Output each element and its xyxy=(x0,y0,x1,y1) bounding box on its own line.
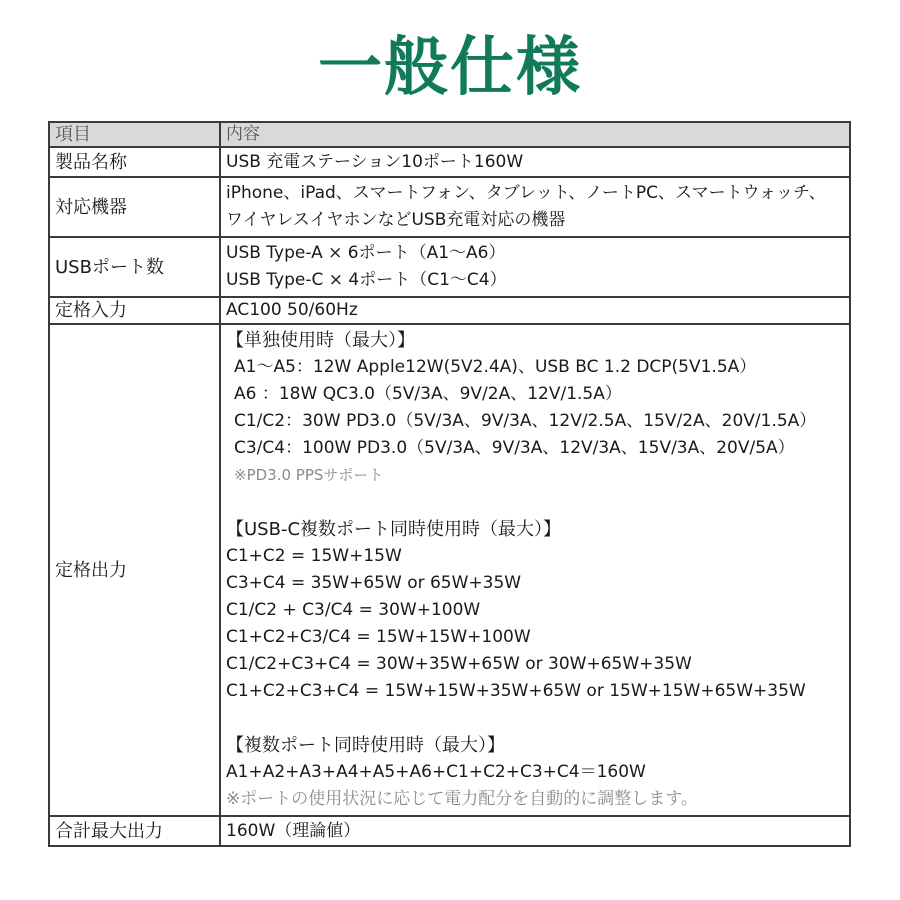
content-line: C1/C2+C3+C4 = 30W+35W+65W or 30W+65W+35W xyxy=(226,654,692,674)
content-line: C3/C4：100W PD3.0（5V/3A、9V/3A、12V/3A、15V/3A、20V/5A） xyxy=(234,438,795,458)
content-line: ワイヤレスイヤホンなどUSB充電対応の機器 xyxy=(226,210,566,230)
header-item: 項目 xyxy=(49,122,220,147)
row-label: 定格入力 xyxy=(49,297,220,324)
section-heading: 【USB-C複数ポート同時使用時（最大）】 xyxy=(226,519,562,540)
content-line: A6 ：18W QC3.0（5V/3A、9V/2A、12V/1.5A） xyxy=(234,384,622,404)
section-heading: 【複数ポート同時使用時（最大）】 xyxy=(226,735,505,756)
row-content xyxy=(220,237,850,297)
row-label: 定格出力 xyxy=(49,324,220,816)
row-content xyxy=(220,147,850,177)
table-row xyxy=(49,177,850,237)
content-line: A1〜A5：12W Apple12W(5V2.4A)、USB BC 1.2 DCP(5V1.5A） xyxy=(234,357,757,377)
note-text: ※PD3.0 PPSサポート xyxy=(234,466,384,484)
product-name: USB 充電ステーション10ポート160W xyxy=(226,151,524,172)
content-line: 160W（理論値） xyxy=(226,820,361,841)
content-line: USB Type-C × 4ポート（C1〜C4） xyxy=(226,270,507,290)
content-line: C1+C2+C3+C4 = 15W+15W+35W+65W or 15W+15W+65W+35W xyxy=(226,681,806,701)
row-content xyxy=(220,324,850,816)
content-line: A1+A2+A3+A4+A5+A6+C1+C2+C3+C4＝160W xyxy=(226,762,646,782)
table-header-row xyxy=(49,122,850,147)
content-line: C1+C2+C3/C4 = 15W+15W+100W xyxy=(226,627,531,647)
header-content: 内容 xyxy=(220,122,850,147)
table-row xyxy=(49,147,850,177)
content-line: iPhone、iPad、スマートフォン、タブレット、ノートPC、スマートウォッチ、 xyxy=(226,183,826,203)
row-label: 合計最大出力 xyxy=(49,816,220,846)
content-line: AC100 50/60Hz xyxy=(226,300,358,320)
table-row xyxy=(49,816,850,846)
table-row xyxy=(49,324,850,816)
content-line: C3+C4 = 35W+65W or 65W+35W xyxy=(226,573,522,593)
spec-table xyxy=(48,121,851,847)
row-content xyxy=(220,177,850,237)
row-label: 製品名称 xyxy=(49,147,220,177)
content-line: C1+C2 = 15W+15W xyxy=(226,546,402,566)
row-content xyxy=(220,816,850,846)
content-line: C1/C2 + C3/C4 = 30W+100W xyxy=(226,600,481,620)
row-content xyxy=(220,297,850,324)
table-row xyxy=(49,297,850,324)
note-text: ※ポートの使用状況に応じて電力配分を自動的に調整します。 xyxy=(226,789,698,809)
spacer xyxy=(226,705,849,732)
section-heading: 【単独使用時（最大）】 xyxy=(226,330,415,351)
content-line: USB Type-A × 6ポート（A1〜A6） xyxy=(226,243,506,263)
table-row xyxy=(49,237,850,297)
content-line: C1/C2：30W PD3.0（5V/3A、9V/3A、12V/2.5A、15V/2A、20V/1.5A） xyxy=(234,411,817,431)
page-title: 一般仕様 xyxy=(318,31,582,105)
row-label: USBポート数 xyxy=(49,237,220,297)
row-label: 対応機器 xyxy=(49,177,220,237)
spacer xyxy=(226,489,849,516)
